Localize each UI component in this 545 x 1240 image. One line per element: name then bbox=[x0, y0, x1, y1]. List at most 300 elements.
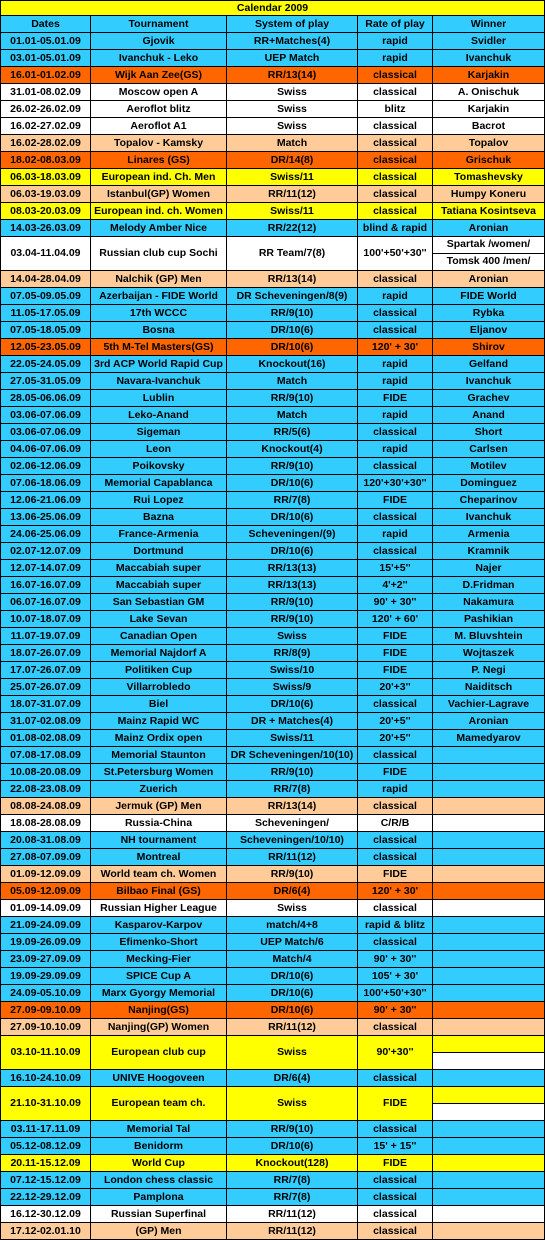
rate-cell: FIDE bbox=[358, 645, 433, 662]
tournament-cell: Rui Lopez bbox=[91, 492, 227, 509]
dates-cell: 22.05-24.05.09 bbox=[1, 356, 91, 373]
table-row bbox=[1, 322, 545, 339]
dates-cell: 16.01-01.02.09 bbox=[1, 67, 91, 84]
dates-cell: 31.01-08.02.09 bbox=[1, 84, 91, 101]
winner-cell: FIDE World bbox=[433, 288, 545, 305]
winner-cell: Short bbox=[433, 424, 545, 441]
tournament-cell: Lake Sevan bbox=[91, 611, 227, 628]
tournament-cell: Russian Higher League bbox=[91, 900, 227, 917]
rate-cell: blind & rapid bbox=[358, 220, 433, 237]
rate-cell: 4'+2'' bbox=[358, 577, 433, 594]
winner-cell bbox=[433, 1172, 545, 1189]
winner-cell bbox=[433, 764, 545, 781]
tournament-cell: Mainz Ordix open bbox=[91, 730, 227, 747]
rate-cell: classical bbox=[358, 747, 433, 764]
table-row bbox=[1, 1070, 545, 1087]
rate-cell: classical bbox=[358, 1121, 433, 1138]
winner-cell: Grachev bbox=[433, 390, 545, 407]
winner-cell: Aronian bbox=[433, 271, 545, 288]
table-row bbox=[1, 849, 545, 866]
dates-cell: 17.12-02.01.10 bbox=[1, 1223, 91, 1240]
winner-cell bbox=[433, 917, 545, 934]
winner-cell: M. Bluvshtein bbox=[433, 628, 545, 645]
winner-cell: Svidler bbox=[433, 33, 545, 50]
winner-cell bbox=[433, 237, 545, 271]
system-cell: DR/14(8) bbox=[227, 152, 358, 169]
winner-line bbox=[433, 1087, 544, 1104]
winner-cell: A. Onischuk bbox=[433, 84, 545, 101]
table-row bbox=[1, 1138, 545, 1155]
rate-cell: FIDE bbox=[358, 1155, 433, 1172]
tournament-cell: UNIVE Hoogoveen bbox=[91, 1070, 227, 1087]
system-cell: RR/9(10) bbox=[227, 594, 358, 611]
winner-cell: Karjakin bbox=[433, 101, 545, 118]
table-row bbox=[1, 832, 545, 849]
rate-cell: classical bbox=[358, 543, 433, 560]
winner-cell bbox=[433, 1206, 545, 1223]
winner-cell: Mamedyarov bbox=[433, 730, 545, 747]
dates-cell: 01.01-05.01.09 bbox=[1, 33, 91, 50]
table-row bbox=[1, 1223, 545, 1240]
winner-cell: P. Negi bbox=[433, 662, 545, 679]
winner-line-second bbox=[433, 1053, 544, 1069]
table-row bbox=[1, 1121, 545, 1138]
tournament-cell: Maccabiah super bbox=[91, 577, 227, 594]
rate-cell: FIDE bbox=[358, 390, 433, 407]
system-cell: RR/9(10) bbox=[227, 390, 358, 407]
dates-cell: 19.09-29.09.09 bbox=[1, 968, 91, 985]
table-row bbox=[1, 1087, 545, 1121]
winner-line-second: Tomsk 400 /men/ bbox=[446, 255, 531, 267]
winner-cell: Naiditsch bbox=[433, 679, 545, 696]
dates-cell: 22.12-29.12.09 bbox=[1, 1189, 91, 1206]
tournament-cell: Sigeman bbox=[91, 424, 227, 441]
system-cell: RR/11(12) bbox=[227, 1019, 358, 1036]
rate-cell: 100'+50'+30'' bbox=[358, 237, 433, 271]
dates-cell: 18.08-28.08.09 bbox=[1, 815, 91, 832]
table-row bbox=[1, 169, 545, 186]
winner-cell: Armenia bbox=[433, 526, 545, 543]
tournament-cell: Leon bbox=[91, 441, 227, 458]
table-row bbox=[1, 747, 545, 764]
dates-cell: 13.06-25.06.09 bbox=[1, 509, 91, 526]
system-cell: match/4+8 bbox=[227, 917, 358, 934]
system-cell: RR/5(6) bbox=[227, 424, 358, 441]
system-cell: RR/7(8) bbox=[227, 492, 358, 509]
dates-cell: 14.04-28.04.09 bbox=[1, 271, 91, 288]
winner-line bbox=[433, 1036, 544, 1053]
tournament-cell: Villarrobledo bbox=[91, 679, 227, 696]
system-cell: Swiss bbox=[227, 628, 358, 645]
rate-cell: classical bbox=[358, 271, 433, 288]
rate-cell: 15'+5'' bbox=[358, 560, 433, 577]
dates-cell: 21.09-24.09.09 bbox=[1, 917, 91, 934]
dates-cell: 27.09-09.10.09 bbox=[1, 1002, 91, 1019]
dates-cell: 06.07-16.07.09 bbox=[1, 594, 91, 611]
table-row bbox=[1, 339, 545, 356]
rate-cell: 105' + 30' bbox=[358, 968, 433, 985]
system-cell: DR + Matches(4) bbox=[227, 713, 358, 730]
tournament-cell: San Sebastian GM bbox=[91, 594, 227, 611]
winner-cell: Topalov bbox=[433, 135, 545, 152]
rate-cell: classical bbox=[358, 84, 433, 101]
winner-cell bbox=[433, 747, 545, 764]
system-cell: Knockout(128) bbox=[227, 1155, 358, 1172]
tournament-cell: Marx Gyorgy Memorial bbox=[91, 985, 227, 1002]
table-row bbox=[1, 101, 545, 118]
tournament-cell: Mecking-Fier bbox=[91, 951, 227, 968]
system-cell: DR/10(6) bbox=[227, 475, 358, 492]
rate-cell: classical bbox=[358, 1206, 433, 1223]
winner-cell bbox=[433, 883, 545, 900]
system-cell: DR Scheveningen/10(10) bbox=[227, 747, 358, 764]
winner-cell: Humpy Koneru bbox=[433, 186, 545, 203]
winner-cell: Carlsen bbox=[433, 441, 545, 458]
winner-cell: Cheparinov bbox=[433, 492, 545, 509]
tournament-cell: Russia-China bbox=[91, 815, 227, 832]
system-cell: Swiss bbox=[227, 118, 358, 135]
system-cell: DR/6(4) bbox=[227, 1070, 358, 1087]
winner-cell: Motilev bbox=[433, 458, 545, 475]
system-cell: DR/10(6) bbox=[227, 696, 358, 713]
table-row bbox=[1, 203, 545, 220]
system-cell: RR/9(10) bbox=[227, 458, 358, 475]
rate-cell: 90' + 30'' bbox=[358, 1002, 433, 1019]
system-cell: Knockout(4) bbox=[227, 441, 358, 458]
winner-cell bbox=[433, 866, 545, 883]
dates-cell: 18.02-08.03.09 bbox=[1, 152, 91, 169]
rate-cell: classical bbox=[358, 696, 433, 713]
table-row bbox=[1, 526, 545, 543]
system-cell: DR/10(6) bbox=[227, 1002, 358, 1019]
system-cell: Swiss/10 bbox=[227, 662, 358, 679]
table-row bbox=[1, 1155, 545, 1172]
table-row bbox=[1, 237, 545, 271]
rate-cell: classical bbox=[358, 509, 433, 526]
dates-cell: 05.09-12.09.09 bbox=[1, 883, 91, 900]
dates-cell: 02.07-12.07.09 bbox=[1, 543, 91, 560]
table-row bbox=[1, 67, 545, 84]
winner-cell: Shirov bbox=[433, 339, 545, 356]
system-cell: Swiss bbox=[227, 84, 358, 101]
system-cell: DR/6(4) bbox=[227, 883, 358, 900]
table-row bbox=[1, 50, 545, 67]
rate-cell: FIDE bbox=[358, 866, 433, 883]
tournament-cell: Wijk Aan Zee(GS) bbox=[91, 67, 227, 84]
dates-cell: 16.02-28.02.09 bbox=[1, 135, 91, 152]
rate-cell: FIDE bbox=[358, 492, 433, 509]
table-row bbox=[1, 288, 545, 305]
dates-cell: 17.07-26.07.09 bbox=[1, 662, 91, 679]
rate-cell: rapid bbox=[358, 526, 433, 543]
header-rate: Rate of play bbox=[358, 16, 433, 33]
table-row bbox=[1, 1036, 545, 1070]
rate-cell: classical bbox=[358, 169, 433, 186]
system-cell: RR/9(10) bbox=[227, 305, 358, 322]
winner-cell bbox=[433, 934, 545, 951]
table-row bbox=[1, 866, 545, 883]
tournament-cell: Mainz Rapid WC bbox=[91, 713, 227, 730]
table-row bbox=[1, 492, 545, 509]
rate-cell: classical bbox=[358, 934, 433, 951]
dates-cell: 07.12-15.12.09 bbox=[1, 1172, 91, 1189]
rate-cell: FIDE bbox=[358, 1087, 433, 1121]
table-row bbox=[1, 577, 545, 594]
rate-cell: classical bbox=[358, 1172, 433, 1189]
dates-cell: 05.12-08.12.09 bbox=[1, 1138, 91, 1155]
winner-cell bbox=[433, 1019, 545, 1036]
winner-cell: Pashikian bbox=[433, 611, 545, 628]
tournament-cell: Poikovsky bbox=[91, 458, 227, 475]
tournament-cell: Nalchik (GP) Men bbox=[91, 271, 227, 288]
tournament-cell: Politiken Cup bbox=[91, 662, 227, 679]
system-cell: DR/10(6) bbox=[227, 509, 358, 526]
dates-cell: 03.06-07.06.09 bbox=[1, 424, 91, 441]
dates-cell: 26.02-26.02.09 bbox=[1, 101, 91, 118]
system-cell: RR/9(10) bbox=[227, 764, 358, 781]
dates-cell: 18.07-31.07.09 bbox=[1, 696, 91, 713]
system-cell: RR/11(12) bbox=[227, 1206, 358, 1223]
table-row bbox=[1, 441, 545, 458]
table-row bbox=[1, 373, 545, 390]
tournament-cell: NH tournament bbox=[91, 832, 227, 849]
tournament-cell: European ind. Ch. Men bbox=[91, 169, 227, 186]
table-row bbox=[1, 118, 545, 135]
table-row bbox=[1, 271, 545, 288]
tournament-cell: Lublin bbox=[91, 390, 227, 407]
tournament-cell: St.Petersburg Women bbox=[91, 764, 227, 781]
header-row bbox=[1, 16, 545, 33]
rate-cell: 120' + 30' bbox=[358, 339, 433, 356]
tournament-cell: World team ch. Women bbox=[91, 866, 227, 883]
tournament-cell: Topalov - Kamsky bbox=[91, 135, 227, 152]
winner-cell: Wojtaszek bbox=[433, 645, 545, 662]
winner-cell bbox=[433, 1121, 545, 1138]
winner-cell bbox=[433, 1002, 545, 1019]
dates-cell: 16.02-27.02.09 bbox=[1, 118, 91, 135]
system-cell: Scheveningen/(9) bbox=[227, 526, 358, 543]
dates-cell: 25.07-26.07.09 bbox=[1, 679, 91, 696]
rate-cell: classical bbox=[358, 135, 433, 152]
tournament-cell: Nanjing(GP) Women bbox=[91, 1019, 227, 1036]
tournament-cell: European club cup bbox=[91, 1036, 227, 1070]
rate-cell: 20'+3'' bbox=[358, 679, 433, 696]
table-row bbox=[1, 560, 545, 577]
tournament-cell: Bazna bbox=[91, 509, 227, 526]
winner-cell bbox=[433, 1155, 545, 1172]
winner-cell bbox=[433, 832, 545, 849]
dates-cell: 20.08-31.08.09 bbox=[1, 832, 91, 849]
system-cell: Swiss/11 bbox=[227, 203, 358, 220]
winner-cell bbox=[433, 968, 545, 985]
rate-cell: 20'+5'' bbox=[358, 730, 433, 747]
tournament-cell: Linares (GS) bbox=[91, 152, 227, 169]
rate-cell: 90' + 30'' bbox=[358, 951, 433, 968]
rate-cell: classical bbox=[358, 152, 433, 169]
rate-cell: classical bbox=[358, 832, 433, 849]
system-cell: RR/22(12) bbox=[227, 220, 358, 237]
tournament-cell: Aeroflot A1 bbox=[91, 118, 227, 135]
system-cell: Match bbox=[227, 135, 358, 152]
rate-cell: FIDE bbox=[358, 628, 433, 645]
dates-cell: 03.10-11.10.09 bbox=[1, 1036, 91, 1070]
rate-cell: FIDE bbox=[358, 764, 433, 781]
system-cell: DR/10(6) bbox=[227, 1138, 358, 1155]
system-cell: RR/11(12) bbox=[227, 1223, 358, 1240]
winner-cell bbox=[433, 900, 545, 917]
winner-cell: Nakamura bbox=[433, 594, 545, 611]
tournament-cell: European team ch. bbox=[91, 1087, 227, 1121]
table-row bbox=[1, 951, 545, 968]
header-winner: Winner bbox=[433, 16, 545, 33]
winner-cell bbox=[433, 849, 545, 866]
dates-cell: 27.09-10.10.09 bbox=[1, 1019, 91, 1036]
system-cell: Swiss bbox=[227, 900, 358, 917]
system-cell: Swiss bbox=[227, 101, 358, 118]
table-row bbox=[1, 186, 545, 203]
dates-cell: 28.05-06.06.09 bbox=[1, 390, 91, 407]
rate-cell: blitz bbox=[358, 101, 433, 118]
dates-cell: 07.05-18.05.09 bbox=[1, 322, 91, 339]
dates-cell: 31.07-02.08.09 bbox=[1, 713, 91, 730]
winner-cell: Dominguez bbox=[433, 475, 545, 492]
dates-cell: 07.05-09.05.09 bbox=[1, 288, 91, 305]
winner-cell: Grischuk bbox=[433, 152, 545, 169]
dates-cell: 08.08-24.08.09 bbox=[1, 798, 91, 815]
rate-cell: rapid bbox=[358, 356, 433, 373]
dates-cell: 01.09-12.09.09 bbox=[1, 866, 91, 883]
winner-cell bbox=[433, 1087, 545, 1121]
winner-cell: Ivanchuk bbox=[433, 509, 545, 526]
rate-cell: classical bbox=[358, 798, 433, 815]
rate-cell: rapid & blitz bbox=[358, 917, 433, 934]
dates-cell: 06.03-19.03.09 bbox=[1, 186, 91, 203]
winner-cell bbox=[433, 1036, 545, 1070]
tournament-cell: Memorial Tal bbox=[91, 1121, 227, 1138]
system-cell: DR/10(6) bbox=[227, 985, 358, 1002]
dates-cell: 19.09-26.09.09 bbox=[1, 934, 91, 951]
rate-cell: classical bbox=[358, 1019, 433, 1036]
tournament-cell: France-Armenia bbox=[91, 526, 227, 543]
tournament-cell: Navara-Ivanchuk bbox=[91, 373, 227, 390]
tournament-cell: Canadian Open bbox=[91, 628, 227, 645]
table-row bbox=[1, 764, 545, 781]
tournament-cell: Russian Superfinal bbox=[91, 1206, 227, 1223]
dates-cell: 24.06-25.06.09 bbox=[1, 526, 91, 543]
system-cell: RR/13(14) bbox=[227, 798, 358, 815]
title-row bbox=[1, 1, 545, 16]
table-row bbox=[1, 424, 545, 441]
tournament-cell: Ivanchuk - Leko bbox=[91, 50, 227, 67]
table-row bbox=[1, 135, 545, 152]
table-row bbox=[1, 1002, 545, 1019]
tournament-cell: Efimenko-Short bbox=[91, 934, 227, 951]
rate-cell: 120' + 60' bbox=[358, 611, 433, 628]
winner-cell: Eljanov bbox=[433, 322, 545, 339]
system-cell: DR/10(6) bbox=[227, 968, 358, 985]
tournament-cell: Montreal bbox=[91, 849, 227, 866]
system-cell: RR/9(10) bbox=[227, 611, 358, 628]
dates-cell: 16.07-16.07.09 bbox=[1, 577, 91, 594]
system-cell: DR Scheveningen/8(9) bbox=[227, 288, 358, 305]
system-cell: Knockout(16) bbox=[227, 356, 358, 373]
rate-cell: rapid bbox=[358, 50, 433, 67]
table-row bbox=[1, 934, 545, 951]
dates-cell: 27.08-07.09.09 bbox=[1, 849, 91, 866]
rate-cell: classical bbox=[358, 458, 433, 475]
dates-cell: 01.08-02.08.09 bbox=[1, 730, 91, 747]
dates-cell: 24.09-05.10.09 bbox=[1, 985, 91, 1002]
system-cell: RR/7(8) bbox=[227, 1189, 358, 1206]
rate-cell: classical bbox=[358, 900, 433, 917]
tournament-cell: 5th M-Tel Masters(GS) bbox=[91, 339, 227, 356]
table-row bbox=[1, 917, 545, 934]
winner-cell: Tatiana Kosintseva bbox=[433, 203, 545, 220]
rate-cell: 20'+5'' bbox=[358, 713, 433, 730]
tournament-cell: World Cup bbox=[91, 1155, 227, 1172]
winner-cell bbox=[433, 815, 545, 832]
table-row bbox=[1, 84, 545, 101]
tournament-cell: Memorial Najdorf A bbox=[91, 645, 227, 662]
winner-cell: Bacrot bbox=[433, 118, 545, 135]
rate-cell: rapid bbox=[358, 288, 433, 305]
winner-cell bbox=[433, 1070, 545, 1087]
dates-cell: 11.05-17.05.09 bbox=[1, 305, 91, 322]
winner-cell: Ivanchuk bbox=[433, 50, 545, 67]
header-tournament: Tournament bbox=[91, 16, 227, 33]
system-cell: RR/7(8) bbox=[227, 781, 358, 798]
dates-cell: 07.06-18.06.09 bbox=[1, 475, 91, 492]
dates-cell: 03.04-11.04.09 bbox=[1, 237, 91, 271]
system-cell: RR Team/7(8) bbox=[227, 237, 358, 271]
calendar-title: Calendar 2009 bbox=[1, 1, 545, 16]
table-row bbox=[1, 220, 545, 237]
dates-cell: 07.08-17.08.09 bbox=[1, 747, 91, 764]
table-row bbox=[1, 356, 545, 373]
table-row bbox=[1, 33, 545, 50]
system-cell: RR/11(12) bbox=[227, 186, 358, 203]
system-cell: RR/9(10) bbox=[227, 1121, 358, 1138]
rate-cell: rapid bbox=[358, 373, 433, 390]
dates-cell: 08.03-20.03.09 bbox=[1, 203, 91, 220]
table-row bbox=[1, 543, 545, 560]
table-row bbox=[1, 628, 545, 645]
winner-cell bbox=[433, 1189, 545, 1206]
system-cell: RR/13(13) bbox=[227, 560, 358, 577]
rate-cell: 90' + 30'' bbox=[358, 594, 433, 611]
dates-cell: 12.07-14.07.09 bbox=[1, 560, 91, 577]
header-system: System of play bbox=[227, 16, 358, 33]
rate-cell: 100'+50'+30'' bbox=[358, 985, 433, 1002]
rate-cell: classical bbox=[358, 203, 433, 220]
tournament-cell: SPICE Cup A bbox=[91, 968, 227, 985]
table-row bbox=[1, 611, 545, 628]
winner-line: Spartak /women/ bbox=[433, 237, 544, 254]
winner-cell bbox=[433, 798, 545, 815]
table-row bbox=[1, 1172, 545, 1189]
table-row bbox=[1, 900, 545, 917]
system-cell: UEP Match bbox=[227, 50, 358, 67]
tournament-cell: Kasparov-Karpov bbox=[91, 917, 227, 934]
system-cell: RR/9(10) bbox=[227, 866, 358, 883]
header-dates: Dates bbox=[1, 16, 91, 33]
system-cell: Swiss/11 bbox=[227, 730, 358, 747]
system-cell: RR/11(12) bbox=[227, 849, 358, 866]
tournament-cell: Leko-Anand bbox=[91, 407, 227, 424]
system-cell: Scheveningen/ bbox=[227, 815, 358, 832]
rate-cell: classical bbox=[358, 322, 433, 339]
tournament-cell: Maccabiah super bbox=[91, 560, 227, 577]
